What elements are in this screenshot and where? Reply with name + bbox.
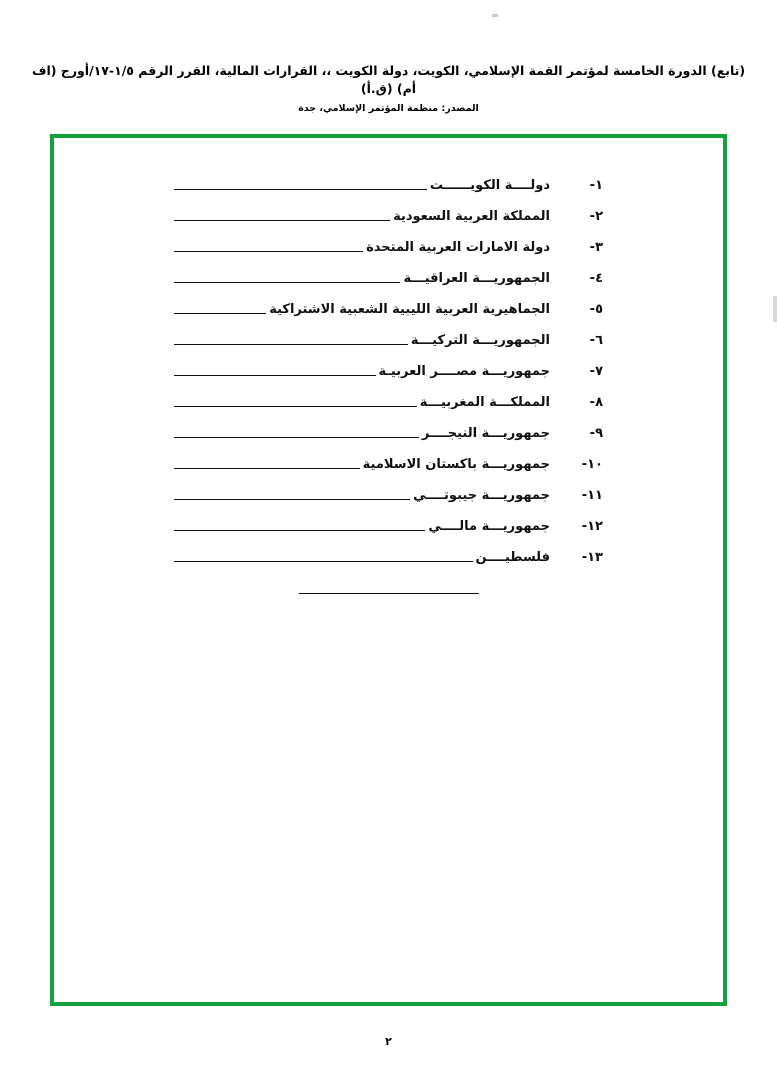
list-item-label: جمهوريـــة جيبوتــــي [410, 488, 551, 503]
list-item-label: جمهوريـــة مالــــي [425, 519, 551, 534]
list-item-name [174, 457, 551, 472]
list-item [174, 364, 603, 395]
list-item-number: ٣- [589, 240, 603, 255]
list-item-label: المملكـــة المغربيـــة [417, 395, 551, 410]
list-item-label: دولــــة الكويــــــت [427, 178, 551, 193]
list-item-name [174, 488, 551, 503]
scan-artifact-right [773, 296, 777, 322]
list-item-name [174, 364, 551, 379]
list-item-number: ٩- [589, 426, 603, 441]
list-item [174, 271, 603, 302]
list-item-name [174, 426, 551, 441]
list-item-label: الجماهيرية العربية الليبية الشعبية الاشتراكية [266, 302, 551, 317]
list-item-number: ٨- [589, 395, 603, 410]
list-item-name [174, 333, 551, 348]
list-item [174, 488, 603, 519]
list-item [174, 302, 603, 333]
list-item-label: جمهوريـــة باكستان الاسلامية [360, 457, 551, 472]
list-item [174, 209, 603, 240]
list-item-number: ٥- [589, 302, 603, 317]
scan-artifact-top [492, 14, 498, 17]
list-item [174, 240, 603, 271]
country-list [174, 178, 603, 581]
list-item [174, 178, 603, 209]
list-item-name [174, 271, 551, 286]
document-heading: (تابع) الدورة الخامسة لمؤتمر القمة الإسلامي، الكويت، دولة الكويت ،، القرارات المالية، القرر الرقم ١/٥-١٧/أورج (اف أم) (ق.أ) [31, 63, 746, 96]
list-item-label: الجمهوريـــة التركيـــة [408, 333, 551, 348]
list-item-label: دولة الامارات العربية المتحدة [363, 240, 551, 255]
list-item-name [174, 240, 551, 255]
list-item-number: ١٠- [581, 457, 603, 472]
list-item-name [174, 395, 551, 410]
list-item-number: ١٣- [581, 550, 603, 565]
document-source: المصدر: منظمة المؤتمر الإسلامي، جدة [298, 103, 479, 114]
section-divider [54, 593, 723, 594]
list-item-name [174, 550, 551, 565]
list-item-number: ٦- [589, 333, 603, 348]
list-item-name [174, 302, 551, 317]
list-item-number: ٤- [589, 271, 603, 286]
list-item [174, 519, 603, 550]
list-item [174, 395, 603, 426]
list-item-name [174, 519, 551, 534]
list-item-label: جمهوريـــة النيجــــر [419, 426, 551, 441]
page-number: ٢ [385, 1035, 392, 1048]
list-item-label: الجمهوريـــة العراقيـــة [400, 271, 551, 286]
list-item [174, 426, 603, 457]
list-item-number: ١١- [581, 488, 603, 503]
list-item-number: ٧- [589, 364, 603, 379]
list-item [174, 457, 603, 488]
list-item [174, 550, 603, 581]
divider-line [299, 593, 479, 594]
list-item-name [174, 209, 551, 224]
list-item-label: المملكة العربية السعودية [390, 209, 551, 224]
list-item-label: فلسطيــــن [473, 550, 552, 565]
list-item-name [174, 178, 551, 193]
list-item-number: ١٢- [581, 519, 603, 534]
list-item-number: ٢- [589, 209, 603, 224]
content-frame [50, 134, 727, 1006]
list-item [174, 333, 603, 364]
document-header [0, 62, 777, 114]
list-item-number: ١- [589, 178, 603, 193]
list-item-label: جمهوريـــة مصــــر العربيـة [376, 364, 551, 379]
